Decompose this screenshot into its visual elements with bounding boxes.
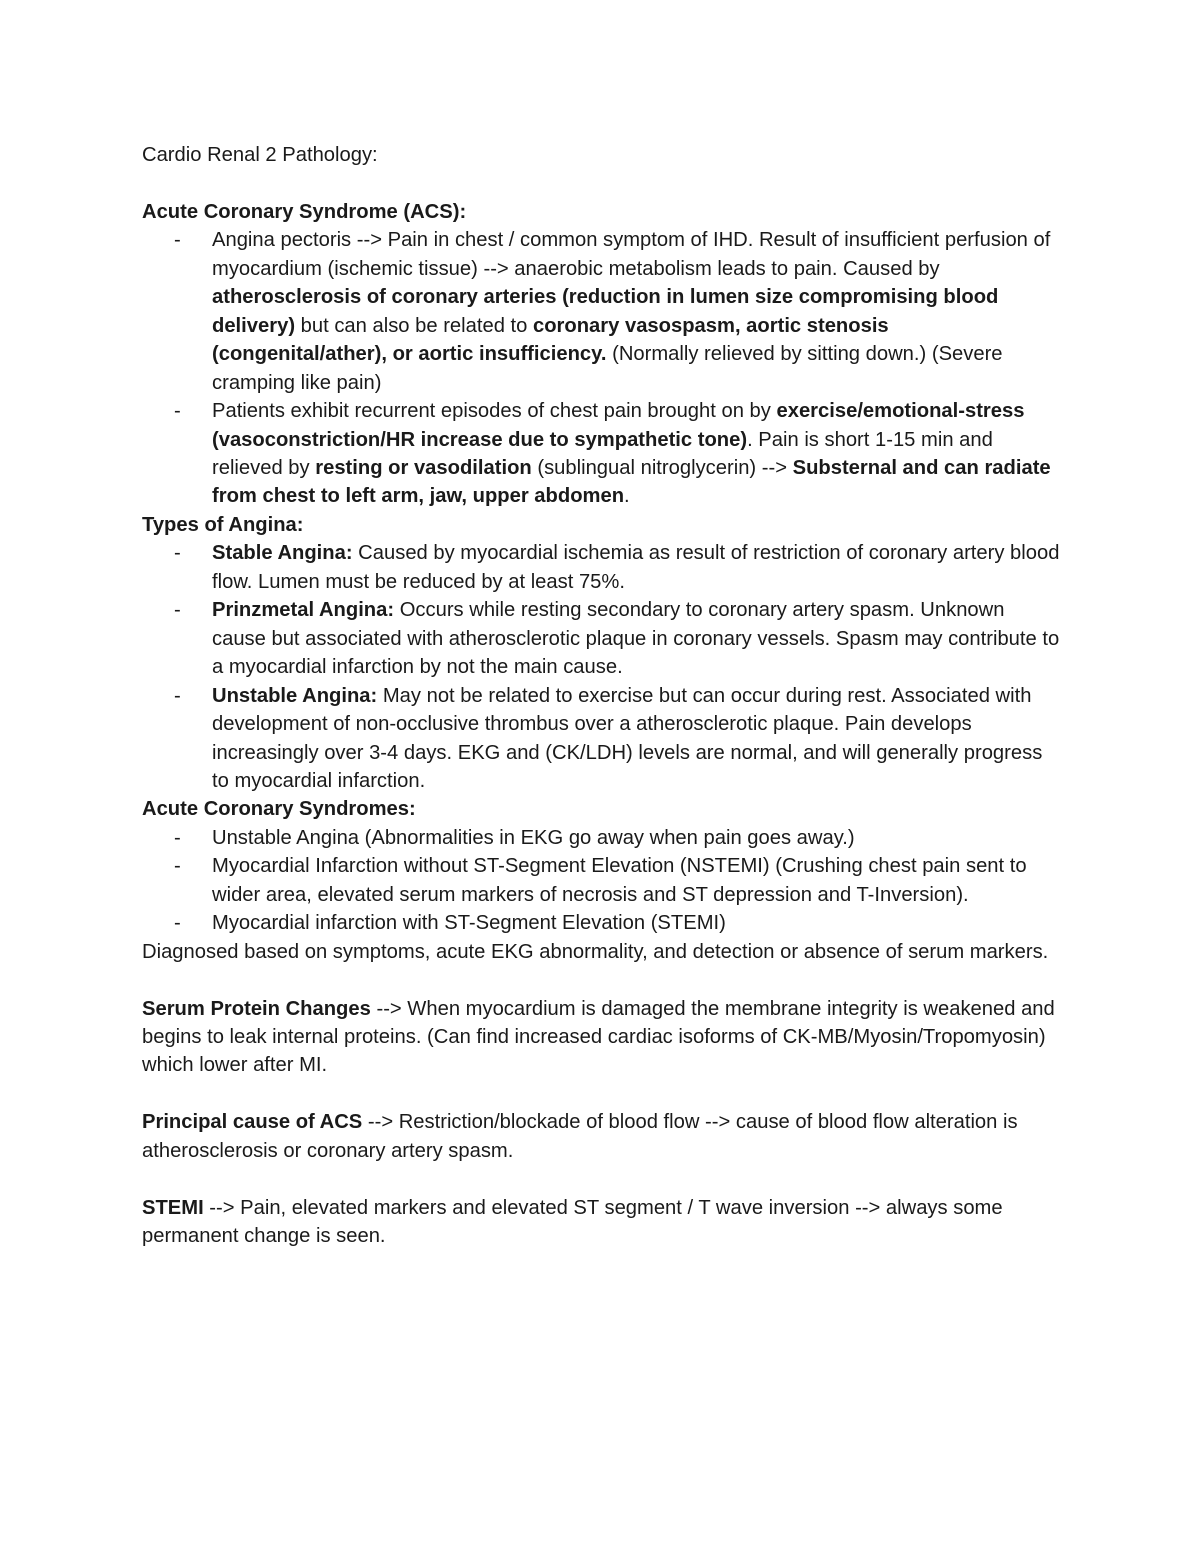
dash-bullet: - bbox=[174, 599, 181, 622]
blank-line bbox=[142, 1080, 1062, 1108]
acs-heading: Acute Coronary Syndrome (ACS): bbox=[142, 200, 467, 223]
serum-paragraph: Serum Protein Changes --> When myocardium is damaged the membrane integrity is weakened and begins to leak internal proteins. (Can find increased cardiac isoforms of CK-MB/Myosin/Tropomyosin) which lower after MI. bbox=[142, 997, 1055, 1077]
principal-paragraph: Principal cause of ACS --> Restriction/blockade of blood flow --> cause of blood flow alteration is atherosclerosis or coronary artery spasm. bbox=[142, 1111, 1018, 1162]
list-item: - Myocardial Infarction without ST-Segment Elevation (NSTEMI) (Crushing chest pain sent to wider area, elevated serum markers of necrosis and ST depression and T-Inversion). bbox=[142, 852, 1062, 909]
list-item: - Unstable Angina: May not be related to exercise but can occur during rest. Associated with development of non-occlusive thrombus over a atherosclerotic plaque. Pain develops increasingly over 3-4 days. EKG and (CK/LDH) levels are normal, and will generally progress to myocardial infarction. bbox=[142, 682, 1062, 796]
blank-line bbox=[142, 1165, 1062, 1193]
document-page bbox=[142, 141, 1062, 1251]
dash-bullet: - bbox=[174, 855, 181, 878]
types-heading: Types of Angina: bbox=[142, 513, 304, 536]
types-list bbox=[142, 539, 1062, 795]
syndromes-heading: Acute Coronary Syndromes: bbox=[142, 798, 416, 821]
document-title: Cardio Renal 2 Pathology: bbox=[142, 144, 378, 166]
blank-line bbox=[142, 966, 1062, 994]
diagnosed-paragraph: Diagnosed based on symptoms, acute EKG abnormality, and detection or absence of serum markers. bbox=[142, 940, 1049, 963]
dash-bullet: - bbox=[174, 400, 181, 423]
dash-bullet: - bbox=[174, 684, 181, 707]
stemi-paragraph: STEMI --> Pain, elevated markers and elevated ST segment / T wave inversion --> always some permanent change is seen. bbox=[142, 1196, 1003, 1248]
list-item: - Myocardial infarction with ST-Segment Elevation (STEMI) bbox=[142, 909, 1062, 937]
blank-line bbox=[142, 169, 1062, 197]
dash-bullet: - bbox=[174, 826, 181, 849]
list-item: - Patients exhibit recurrent episodes of chest pain brought on by exercise/emotional-stress (vasoconstriction/HR increase due to sympathetic tone). Pain is short 1-15 min and relieved by resting or vasodilation (sublingual nitroglycerin) --> Substernal and can radiate from chest to left arm, jaw, upper abdomen. bbox=[142, 397, 1062, 511]
syndromes-list bbox=[142, 824, 1062, 938]
dash-bullet: - bbox=[174, 912, 181, 935]
dash-bullet: - bbox=[174, 542, 181, 565]
acs-list bbox=[142, 226, 1062, 511]
list-item: - Stable Angina: Caused by myocardial ischemia as result of restriction of coronary artery blood flow. Lumen must be reduced by at least 75%. bbox=[142, 539, 1062, 596]
list-item: - Prinzmetal Angina: Occurs while resting secondary to coronary artery spasm. Unknown cause but associated with atherosclerotic plaque in coronary vessels. Spasm may contribute to a myocardial infarction by not the main cause. bbox=[142, 596, 1062, 681]
dash-bullet: - bbox=[174, 229, 181, 252]
list-item: - Angina pectoris --> Pain in chest / common symptom of IHD. Result of insufficient perfusion of myocardium (ischemic tissue) --> anaerobic metabolism leads to pain. Caused by atherosclerosis of coronary arteries (reduction in lumen size compromising blood delivery) but can also be related to coronary vasospasm, aortic stenosis (congenital/ather), or aortic insufficiency. (Normally relieved by sitting down.) (Severe cramping like pain) bbox=[142, 226, 1062, 397]
list-item: - Unstable Angina (Abnormalities in EKG go away when pain goes away.) bbox=[142, 824, 1062, 852]
